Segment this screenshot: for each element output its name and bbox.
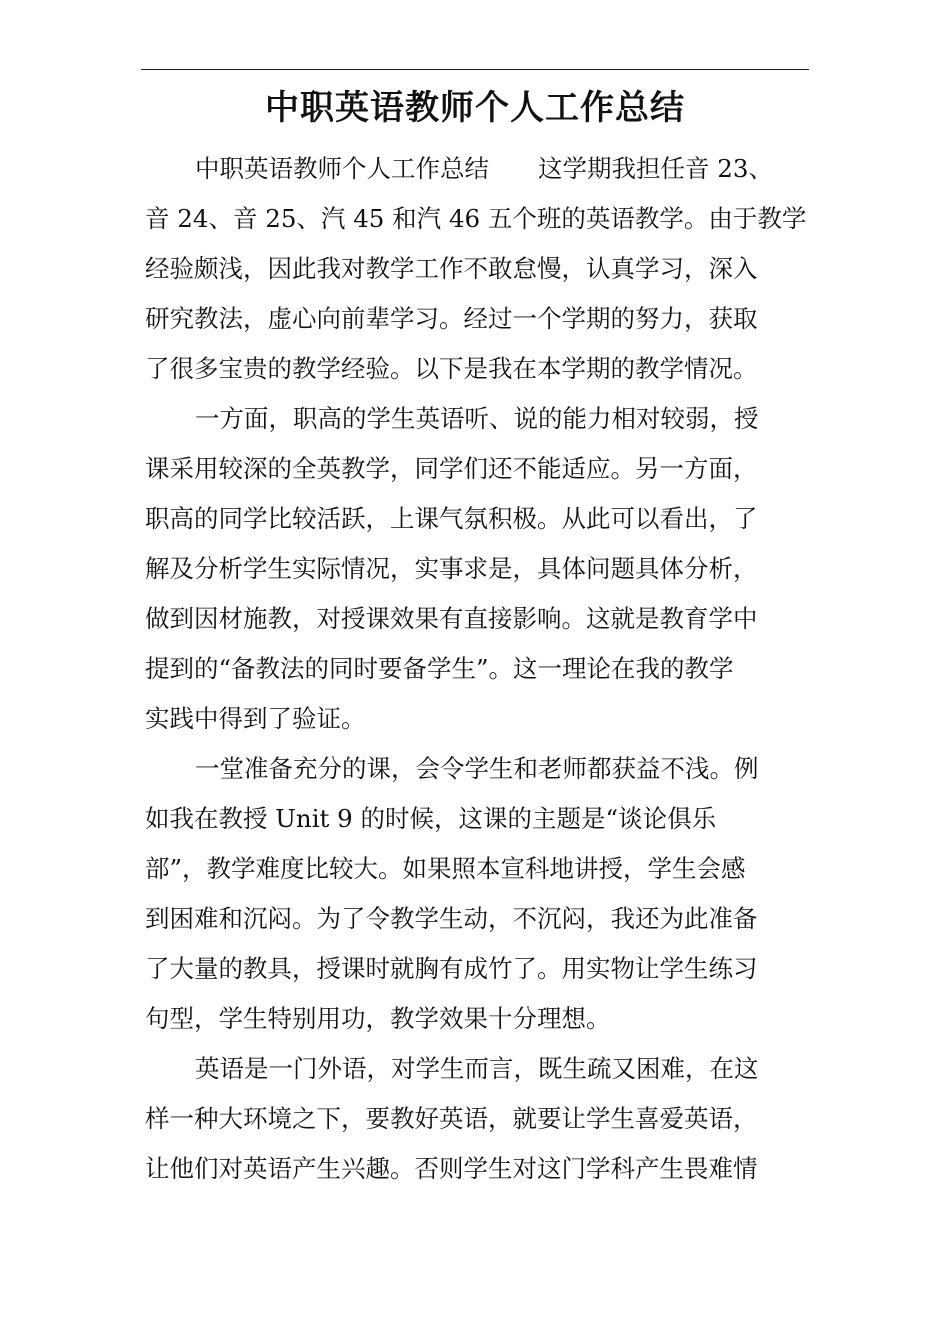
paragraph-line: 解及分析学生实际情况，实事求是，具体问题具体分析， bbox=[145, 554, 758, 583]
paragraph-line: 了大量的教具，授课时就胸有成竹了。用实物让学生练习 bbox=[145, 954, 758, 983]
paragraph-line: 研究教法，虚心向前辈学习。经过一个学期的努力，获取 bbox=[145, 304, 758, 333]
paragraph-line: 一堂准备充分的课，会令学生和老师都获益不浅。例 bbox=[195, 754, 759, 783]
paragraph-line: 中职英语教师个人工作总结 这学期我担任音 23、 bbox=[195, 154, 773, 183]
paragraph-line: 到困难和沉闷。为了令教学生动，不沉闷，我还为此准备 bbox=[145, 904, 758, 933]
paragraph-line: 一方面，职高的学生英语听、说的能力相对较弱，授 bbox=[195, 404, 759, 433]
paragraph-line: 音 24、音 25、汽 45 和汽 46 五个班的英语教学。由于教学 bbox=[145, 204, 807, 233]
paragraph-line: 让他们对英语产生兴趣。否则学生对这门学科产生畏难情 bbox=[145, 1154, 758, 1183]
paragraph-line: 样一种大环境之下，要教好英语，就要让学生喜爱英语， bbox=[145, 1104, 758, 1133]
paragraph-line: 句型，学生特别用功，教学效果十分理想。 bbox=[145, 1004, 611, 1033]
header-rule bbox=[141, 69, 809, 70]
document-title: 中职英语教师个人工作总结 bbox=[265, 88, 685, 128]
paragraph-line: 职高的同学比较活跃，上课气氛积极。从此可以看出，了 bbox=[145, 504, 758, 533]
paragraph-line: 经验颇浅，因此我对教学工作不敢怠慢，认真学习，深入 bbox=[145, 254, 758, 283]
paragraph-line: 如我在教授 Unit 9 的时候，这课的主题是“谈论俱乐 bbox=[145, 804, 717, 833]
paragraph-line: 了很多宝贵的教学经验。以下是我在本学期的教学情况。 bbox=[145, 354, 758, 383]
paragraph-line: 实践中得到了验证。 bbox=[145, 704, 366, 733]
document-body bbox=[145, 144, 807, 1194]
paragraph-line: 课采用较深的全英教学，同学们还不能适应。另一方面， bbox=[145, 454, 758, 483]
paragraph-line: 提到的“备教法的同时要备学生”。这一理论在我的教学 bbox=[145, 654, 734, 683]
paragraph-line: 做到因材施教，对授课效果有直接影响。这就是教育学中 bbox=[145, 604, 758, 633]
paragraph-line: 英语是一门外语，对学生而言，既生疏又困难，在这 bbox=[195, 1054, 759, 1083]
paragraph-line: 部”，教学难度比较大。如果照本宣科地讲授，学生会感 bbox=[145, 854, 746, 883]
